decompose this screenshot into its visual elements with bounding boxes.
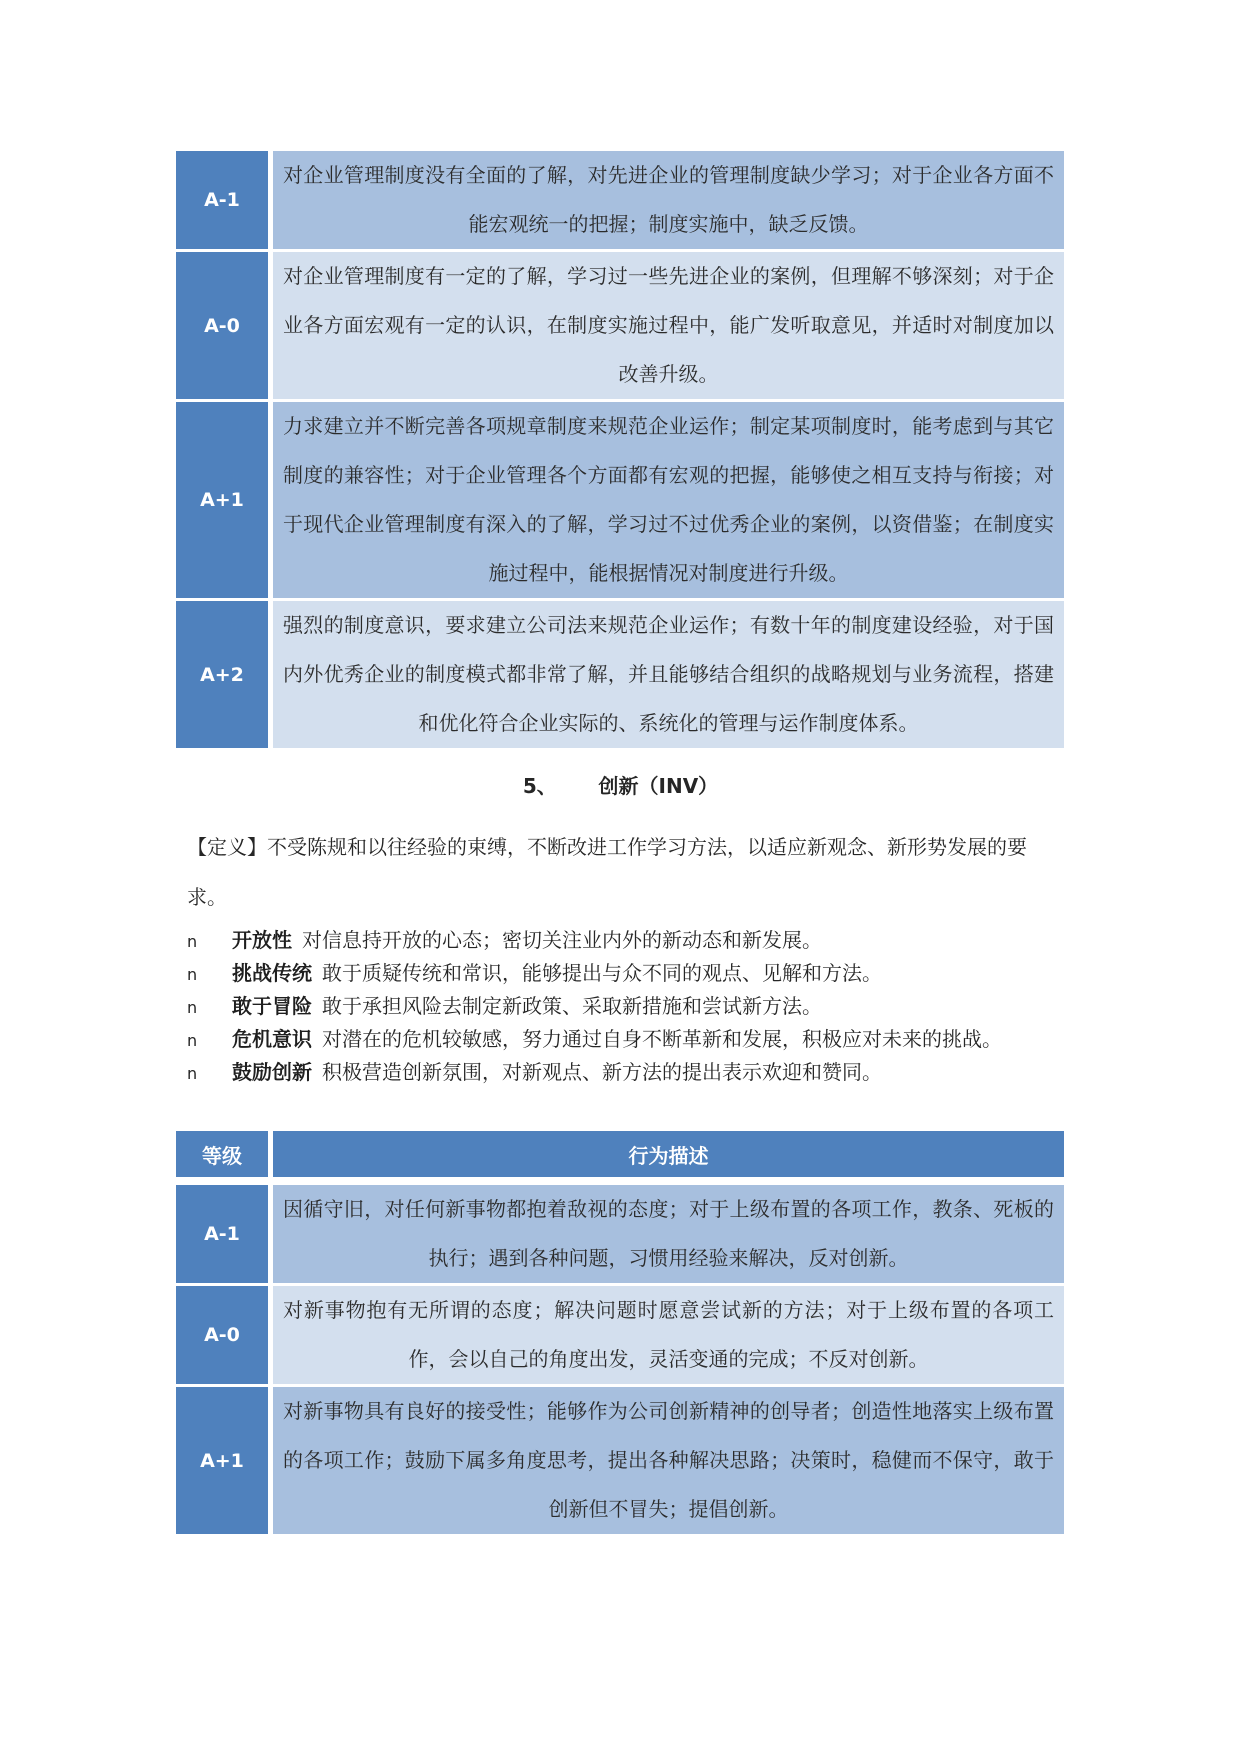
definition-paragraph xyxy=(187,822,1057,922)
bullet-marker: n xyxy=(187,1031,198,1050)
grade-table-bottom xyxy=(176,1128,1064,1537)
table-row xyxy=(176,1286,1064,1384)
bullet-term: 危机意识 xyxy=(232,1027,312,1051)
bullet-marker: n xyxy=(187,1064,198,1083)
list-item xyxy=(187,1056,1087,1089)
table-row xyxy=(176,252,1064,399)
table-row xyxy=(176,151,1064,249)
table-row xyxy=(176,1185,1064,1283)
description-cell: 强烈的制度意识，要求建立公司法来规范企业运作；有数十年的制度建设经验，对于国内外优秀企业的制度模式都非常了解，并且能够结合组织的战略规划与业务流程，搭建和优化符合企业实际的、系统化的管理与运作制度体系。 xyxy=(273,601,1064,748)
definition-label: 【定义】 xyxy=(187,835,267,859)
bullet-marker: n xyxy=(187,965,198,984)
table-header-row xyxy=(176,1131,1064,1177)
level-cell: A+1 xyxy=(176,1387,273,1534)
bullet-marker: n xyxy=(187,932,198,951)
definition-text: 不受陈规和以往经验的束缚，不断改进工作学习方法，以适应新观念、新形势发展的要求。 xyxy=(187,835,1027,909)
bullet-term: 鼓励创新 xyxy=(232,1060,312,1084)
bullet-text: 积极营造创新氛围，对新观点、新方法的提出表示欢迎和赞同。 xyxy=(322,1060,882,1084)
level-cell: A-0 xyxy=(176,252,273,399)
header-level: 等级 xyxy=(176,1131,273,1177)
level-cell: A-1 xyxy=(176,1185,273,1283)
description-cell: 对企业管理制度有一定的了解，学习过一些先进企业的案例，但理解不够深刻；对于企业各方面宏观有一定的认识，在制度实施过程中，能广发听取意见，并适时对制度加以改善升级。 xyxy=(273,252,1064,399)
level-cell: A+2 xyxy=(176,601,273,748)
competency-list xyxy=(187,924,1087,1089)
table-row xyxy=(176,1180,1064,1182)
bullet-text: 敢于承担风险去制定新政策、采取新措施和尝试新方法。 xyxy=(322,994,822,1018)
description-cell: 力求建立并不断完善各项规章制度来规范企业运作；制定某项制度时，能考虑到与其它制度的兼容性；对于企业管理各个方面都有宏观的把握，能够使之相互支持与衔接；对于现代企业管理制度有深入的了解，学习过不过优秀企业的案例，以资借鉴；在制度实施过程中，能根据情况对制度进行升级。 xyxy=(273,402,1064,598)
description-cell: 对新事物具有良好的接受性；能够作为公司创新精神的创导者；创造性地落实上级布置的各项工作；鼓励下属多角度思考，提出各种解决思路；决策时，稳健而不保守，敢于创新但不冒失；提倡创新。 xyxy=(273,1387,1064,1534)
table-row xyxy=(176,1387,1064,1534)
level-cell: A-0 xyxy=(176,1286,273,1384)
list-item xyxy=(187,1023,1087,1056)
bullet-term: 挑战传统 xyxy=(232,961,312,985)
list-item xyxy=(187,957,1087,990)
description-cell: 对新事物抱有无所谓的态度；解决问题时愿意尝试新的方法；对于上级布置的各项工作，会以自己的角度出发，灵活变通的完成；不反对创新。 xyxy=(273,1286,1064,1384)
level-cell: A+1 xyxy=(176,402,273,598)
description-cell: 因循守旧，对任何新事物都抱着敌视的态度；对于上级布置的各项工作，教条、死板的执行；遇到各种问题，习惯用经验来解决，反对创新。 xyxy=(273,1185,1064,1283)
list-item xyxy=(187,990,1087,1023)
list-item xyxy=(187,924,1087,957)
grade-table-top xyxy=(176,148,1064,751)
bullet-text: 对信息持开放的心态；密切关注业内外的新动态和新发展。 xyxy=(302,928,822,952)
table-row xyxy=(176,601,1064,748)
bullet-marker: n xyxy=(187,998,198,1017)
bullet-term: 敢于冒险 xyxy=(232,994,312,1018)
table-row xyxy=(176,402,1064,598)
section-title: 创新（INV） xyxy=(598,774,719,798)
section-number: 5、 xyxy=(522,774,557,798)
header-description: 行为描述 xyxy=(273,1131,1064,1177)
bullet-term: 开放性 xyxy=(232,928,292,952)
level-cell: A-1 xyxy=(176,151,273,249)
bullet-text: 对潜在的危机较敏感，努力通过自身不断革新和发展，积极应对未来的挑战。 xyxy=(322,1027,1002,1051)
section-heading xyxy=(0,770,1241,799)
bullet-text: 敢于质疑传统和常识，能够提出与众不同的观点、见解和方法。 xyxy=(322,961,882,985)
description-cell: 对企业管理制度没有全面的了解，对先进企业的管理制度缺少学习；对于企业各方面不能宏观统一的把握；制度实施中，缺乏反馈。 xyxy=(273,151,1064,249)
